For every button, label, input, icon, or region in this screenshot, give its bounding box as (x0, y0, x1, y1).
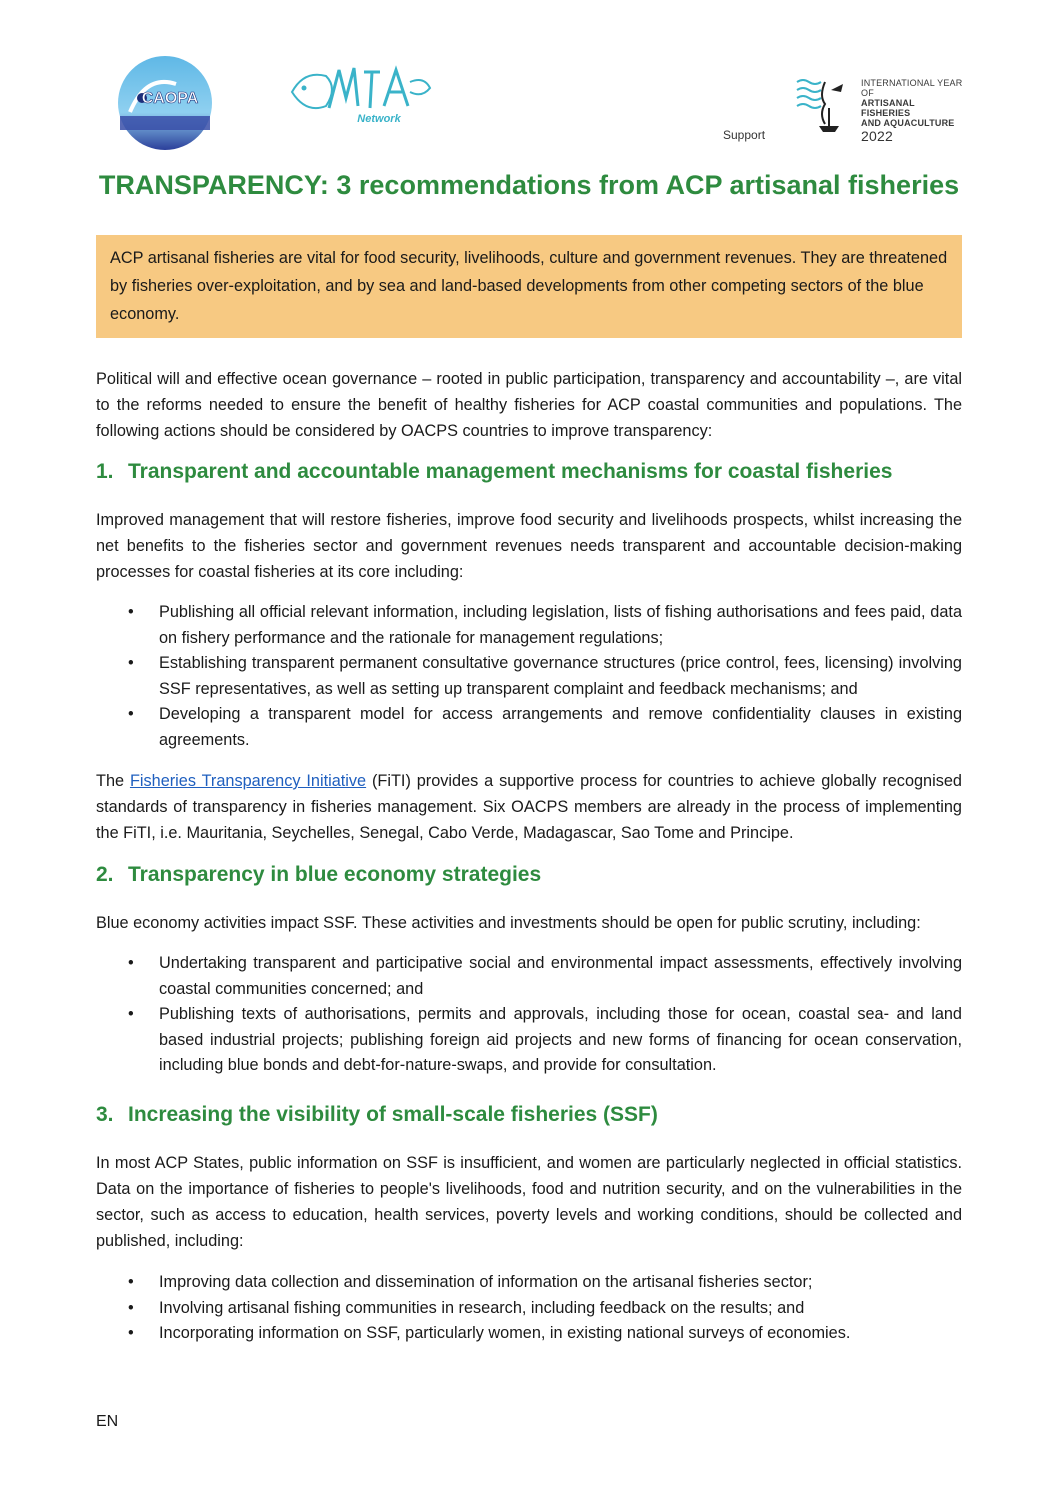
iyafa-year: 2022 (861, 128, 893, 144)
section-1-lead (96, 507, 962, 585)
section-2-lead-text: Blue economy activities impact SSF. These activities and investments should be open for public scrutiny, including: (96, 914, 921, 932)
support-label: Support (723, 128, 766, 142)
intro-paragraph (96, 366, 962, 444)
iyafa-2022-logo (795, 74, 965, 144)
bullet-icon: • (128, 654, 134, 672)
iyafa-line2: ARTISANAL FISHERIES (861, 98, 915, 118)
iyafa-text (861, 78, 965, 144)
bullet-icon: • (128, 1324, 134, 1342)
section-3-number: 3. (96, 1103, 114, 1126)
iyafa-line3: AND AQUACULTURE (861, 118, 955, 128)
list-item: • Undertaking transparent and participative social and environmental impact assessments, effectively involving coastal communities concerned; and (96, 951, 962, 1002)
svg-text:CAOPA: CAOPA (141, 90, 199, 107)
section-3-lead-text: In most ACP States, public information on SSF is insufficient, and women are particularly neglected in official statistics. Data on the importance of fisheries to people's livelihoods, food and nutrition security, and on the vulnerabilities in the sector, such as access to education, health services, poverty levels and working conditions, should be collected and published, including: (96, 1154, 962, 1250)
fiti-link[interactable]: Fisheries Transparency Initiative (129, 772, 367, 790)
section-3-title: Increasing the visibility of small-scale fisheries (SSF) (128, 1103, 658, 1126)
section-2-heading (96, 863, 541, 887)
bullet-icon: • (128, 954, 134, 972)
section-1-bullet-list (96, 600, 962, 753)
section-1-title: Transparent and accountable management mechanisms for coastal fisheries (128, 460, 893, 483)
bullet-icon: • (128, 1005, 134, 1023)
mita-network-logo (284, 58, 434, 128)
list-item: • Publishing all official relevant information, including legislation, lists of fishing authorisations and fees paid, data on fishery performance and the rationale for management regulations; (96, 600, 962, 651)
bullet-icon: • (128, 1298, 134, 1317)
list-item: • Improving data collection and dissemination of information on the artisanal fisheries sector; (96, 1270, 962, 1296)
caopa-logo (116, 54, 214, 152)
section-1-number: 1. (96, 460, 114, 483)
section-2-number: 2. (96, 863, 114, 886)
intro-text: Political will and effective ocean governance – rooted in public participation, transparency and accountability –, are vital to the reforms needed to ensure the benefit of healthy fisheries for ACP coastal communities and populations. The following actions should be considered by OACPS countries to improve transparency: (96, 370, 962, 440)
fiti-paragraph: The Fisheries Transparency Initiative (FiTI) provides a supportive process for countries to achieve globally recognised standards of transparency in fisheries management. Six OACPS members are already in the process of implementing the FiTI, i.e. Mauritania, Seychelles, Senegal, Cabo Verde, Madagascar, Sao Tome and Principe. (96, 772, 962, 842)
section-3-bullet-list (96, 1270, 962, 1347)
section-1-lead-text: Improved management that will restore fisheries, improve food security and livelihoods prospects, whilst increasing the net benefits to the fisheries sector and government revenues needs transparent and accountable decision-making processes for coastal fisheries at its core including: (96, 511, 962, 581)
section-3-heading (96, 1103, 658, 1127)
section-3-lead (96, 1150, 962, 1254)
list-item: • Establishing transparent permanent consultative governance structures (price control, fees, licensing) involving SSF representatives, as well as setting up transparent complaint and feedback mechanisms; and (96, 651, 962, 702)
iyafa-emblem-icon (795, 74, 857, 136)
section-2-lead (96, 910, 962, 936)
summary-callout: ACP artisanal fisheries are vital for food security, livelihoods, culture and government revenues. They are threatened by fisheries over-exploitation, and by sea and land-based developments from other competing sectors of the blue economy. (96, 235, 962, 338)
page-title: TRANSPARENCY: 3 recommendations from ACP artisanal fisheries (98, 170, 960, 200)
svg-text:Network: Network (357, 113, 401, 125)
language-code: EN (96, 1413, 119, 1430)
list-item: • Publishing texts of authorisations, permits and approvals, including those for ocean, coastal sea- and land based industrial projects; publishing foreign aid projects and new forms of financing for ocean conservation, including blue bonds and debt-for-nature-swaps, and provide for consultation. (96, 1002, 962, 1079)
section-1-heading (96, 460, 892, 484)
bullet-icon: • (128, 1273, 134, 1291)
section-2-bullet-list (96, 951, 962, 1079)
list-item: • Developing a transparent model for access arrangements and remove confidentiality clauses in existing agreements. (96, 702, 962, 753)
section-2-title: Transparency in blue economy strategies (128, 863, 542, 886)
bullet-icon: • (128, 603, 134, 621)
bullet-icon: • (128, 705, 134, 723)
list-item: • Incorporating information on SSF, particularly women, in existing national surveys of economies. (96, 1321, 962, 1347)
list-item: • Involving artisanal fishing communities in research, including feedback on the results; and (96, 1296, 962, 1322)
iyafa-line1: INTERNATIONAL YEAR OF (861, 78, 963, 98)
